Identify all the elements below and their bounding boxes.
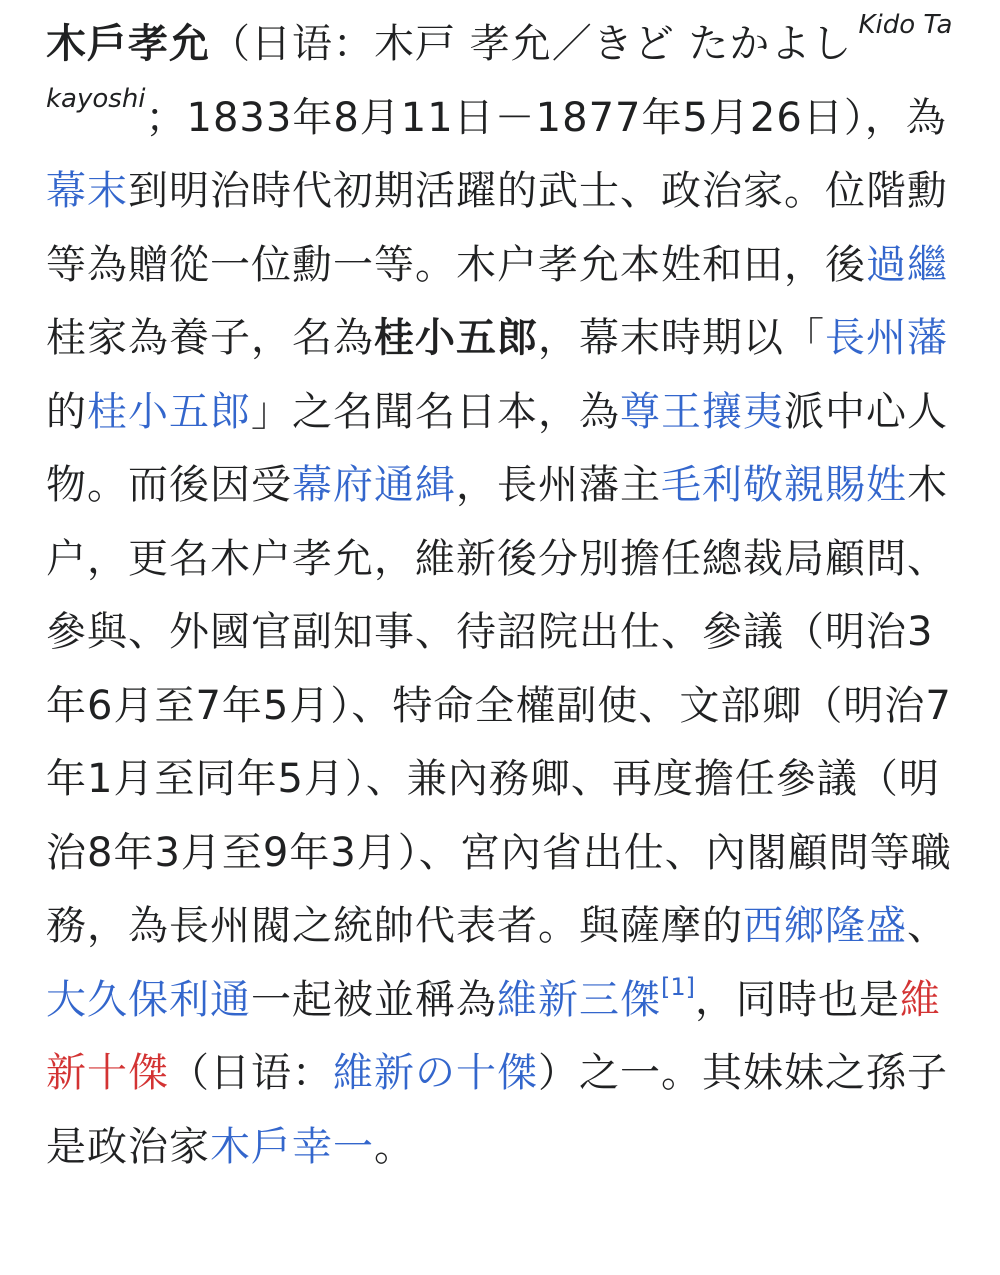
japanese-name: 木戸 孝允／きど たかよし — [374, 21, 853, 67]
link-okubo-toshimichi[interactable]: 大久保利通 — [46, 976, 251, 1023]
text-8: 木户，更名木户孝允，維新後分別擔任總裁局顧問、參與、外國官副知事、待詔院出仕、參議（明治3年6月至7年5月）、特命全權副使、文部卿（明治7年1月至同年5月）、兼內務卿、再度擔任參議（明治8年3月至9年3月）、宮內省出仕、內閣顧問等職務，為長州閥之統帥代表者。與薩摩的 — [46, 462, 952, 949]
text-9: 、 — [907, 903, 948, 949]
link-sisei[interactable]: 賜姓 — [825, 462, 907, 508]
reference-link-1[interactable]: [1] — [661, 972, 695, 1001]
text-1: 到明治時代初期活躍的武士、政治家。位階勳等為贈從一位勳一等。木户孝允本姓和田，後 — [46, 168, 948, 288]
link-katsura-kogoro[interactable]: 桂小五郎 — [87, 388, 251, 435]
text-6: 派中心人物。而後因受 — [46, 388, 948, 508]
lead-paragraph — [46, 8, 960, 1184]
text-3: ，幕末時期以「 — [538, 315, 825, 361]
text-2: 桂家為養子，名為 — [46, 315, 374, 361]
text-12: （日语： — [169, 1050, 333, 1096]
link-mori-takachika[interactable]: 毛利敬親 — [661, 462, 825, 508]
link-bakumatsu[interactable]: 幕末 — [46, 168, 128, 214]
bold-katsura-kogoro: 桂小五郎 — [374, 315, 538, 361]
life-dates: ；1833年8月11日－1877年5月26日），為 — [145, 94, 947, 141]
article-subject: 木戶孝允 — [46, 21, 210, 67]
text-14: 。 — [374, 1123, 415, 1170]
text-7: ，長州藩主 — [456, 462, 661, 508]
redlink-ishin-juketsu[interactable]: 維新十傑 — [46, 976, 941, 1096]
reference-wrapper — [661, 973, 695, 1001]
link-bakufu-wanted[interactable]: 幕府通緝 — [292, 462, 456, 508]
text-11: ，同時也是 — [695, 976, 900, 1023]
link-guoji[interactable]: 過繼 — [866, 241, 948, 288]
text-4: 的 — [46, 388, 87, 435]
romaji-reading: Kido Takayoshi — [46, 10, 953, 114]
link-sonno-joi[interactable]: 尊王攘夷 — [620, 388, 784, 435]
link-kido-koichi[interactable]: 木戶幸一 — [210, 1123, 374, 1170]
link-saigo-takamori[interactable]: 西鄉隆盛 — [743, 903, 907, 949]
link-ishin-sanketsu[interactable]: 維新三傑 — [497, 976, 661, 1023]
lang-open: （日语： — [210, 21, 374, 67]
text-10: 一起被並稱為 — [251, 976, 497, 1023]
link-choshu-domain[interactable]: 長州藩 — [825, 315, 948, 361]
text-5: 」之名聞名日本，為 — [251, 388, 620, 435]
text-13: ）之一。其妹妹之孫子是政治家 — [46, 1050, 948, 1170]
link-ishin-juketsu-ja[interactable]: 維新の十傑 — [333, 1050, 538, 1096]
